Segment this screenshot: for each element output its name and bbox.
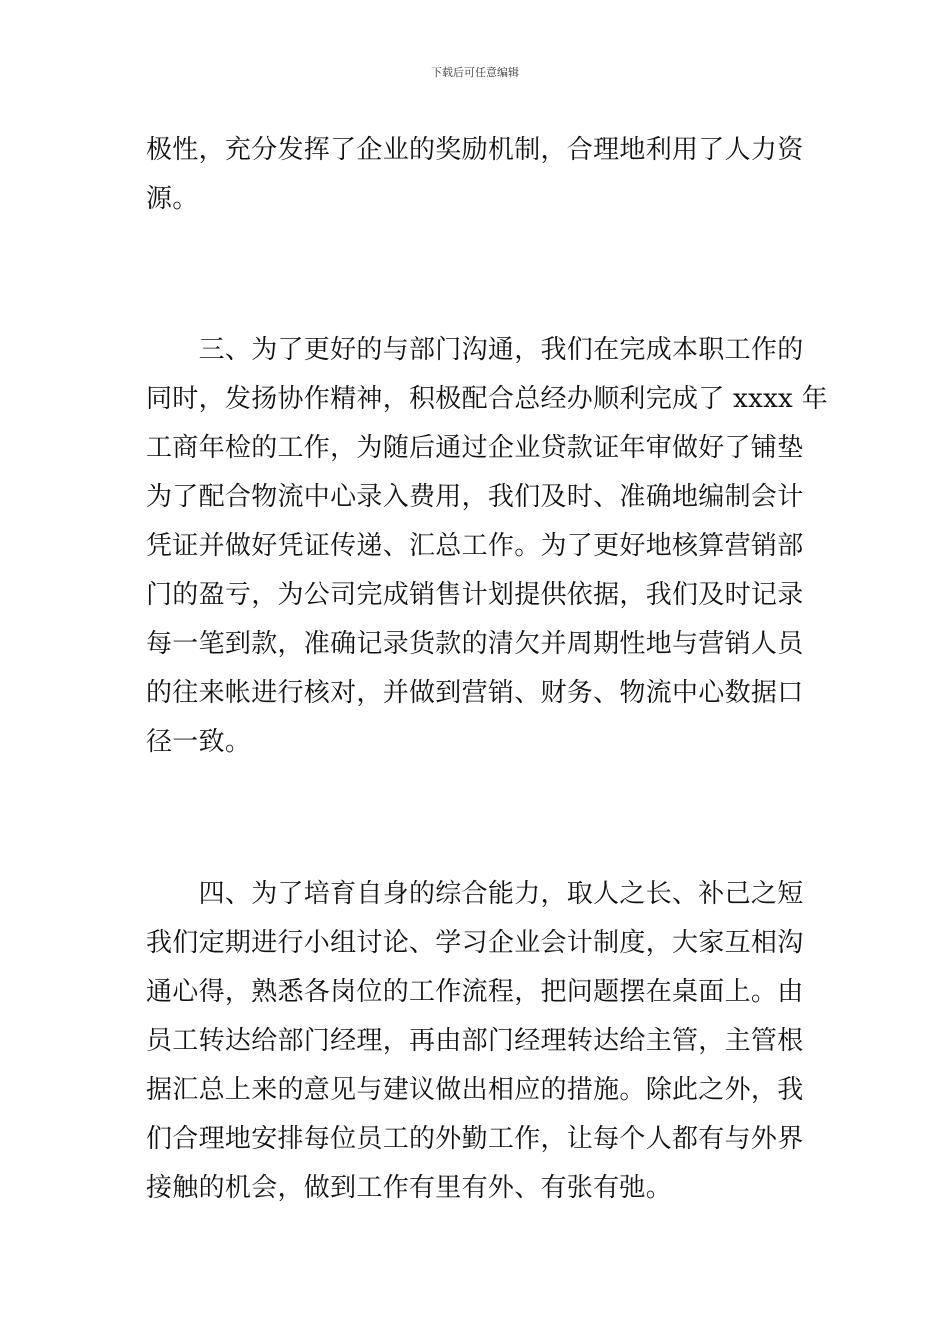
header-note: 下载后可任意编辑 xyxy=(431,66,519,79)
paragraph-line: 的往来帐进行核对，并做到营销、财务、物流中心数据口 xyxy=(146,678,804,708)
paragraph-line: 径一致。 xyxy=(146,727,252,757)
paragraph-line: 极性，充分发挥了企业的奖励机制，合理地利用了人力资 xyxy=(146,135,804,165)
paragraph-line: 接触的机会，做到工作有里有外、有张有弛。 xyxy=(146,1173,673,1203)
paragraph-line: 据汇总上来的意见与建议做出相应的措施。除此之外，我 xyxy=(146,1075,804,1105)
paragraph-line: 我们定期进行小组讨论、学习企业会计制度，大家互相沟 xyxy=(146,928,804,958)
paragraph-line: 工商年检的工作，为随后通过企业贷款证年审做好了铺垫 xyxy=(146,433,804,463)
paragraph-line: 员工转达给部门经理，再由部门经理转达给主管，主管根 xyxy=(146,1026,804,1056)
paragraph-line: 门的盈亏，为公司完成销售计划提供依据，我们及时记录 xyxy=(146,580,804,610)
paragraph-line: 同时，发扬协作精神，积极配合总经办顺利完成了 xxxx 年 xyxy=(146,384,828,414)
paragraph-line: 凭证并做好凭证传递、汇总工作。为了更好地核算营销部 xyxy=(146,531,804,561)
paragraph-line: 四、为了培育自身的综合能力，取人之长、补己之短 xyxy=(146,879,804,909)
paragraph-line: 源。 xyxy=(146,184,199,214)
paragraph-line: 为了配合物流中心录入费用，我们及时、准确地编制会计 xyxy=(146,482,804,512)
paragraph-line: 三、为了更好的与部门沟通，我们在完成本职工作的 xyxy=(146,335,804,365)
paragraph-line: 每一笔到款，准确记录货款的清欠并周期性地与营销人员 xyxy=(146,629,804,659)
paragraph-line: 通心得，熟悉各岗位的工作流程，把问题摆在桌面上。由 xyxy=(146,977,804,1007)
paragraph-line: 们合理地安排每位员工的外勤工作，让每个人都有与外界 xyxy=(146,1124,804,1154)
